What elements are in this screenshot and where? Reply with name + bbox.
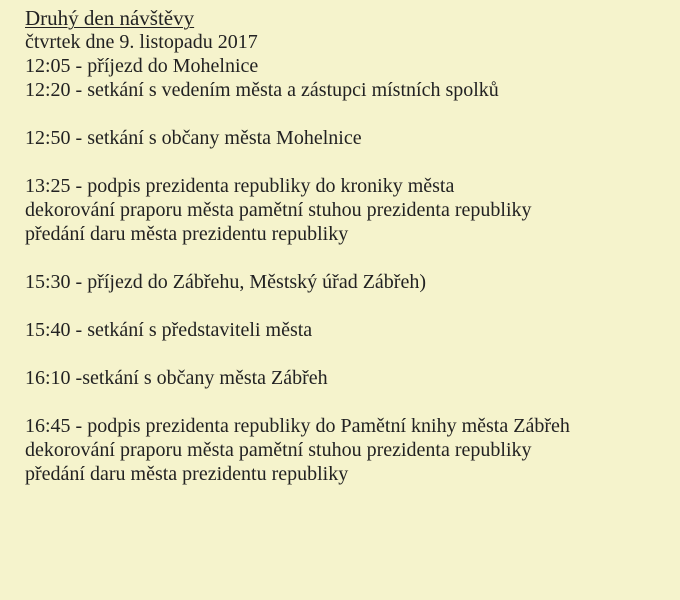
schedule-item: 15:30 - příjezd do Zábřehu, Městský úřad Zábřeh) <box>25 271 426 293</box>
schedule-item: 15:40 - setkání s představiteli města <box>25 319 313 341</box>
schedule-item: dekorování praporu města pamětní stuhou prezidenta republiky <box>25 199 532 221</box>
schedule-item: 16:45 - podpis prezidenta republiky do Pamětní knihy města Zábřeh <box>25 415 570 437</box>
document-title: Druhý den návštěvy <box>25 6 195 30</box>
document-date: čtvrtek dne 9. listopadu 2017 <box>25 31 258 53</box>
spacer <box>25 294 670 318</box>
schedule-item: 13:25 - podpis prezidenta republiky do kroniky města <box>25 175 455 197</box>
schedule-item: 16:10 -setkání s občany města Zábřeh <box>25 367 328 389</box>
spacer <box>25 102 670 126</box>
schedule-item: předání daru města prezidentu republiky <box>25 463 349 485</box>
schedule-item: dekorování praporu města pamětní stuhou prezidenta republiky <box>25 439 532 461</box>
spacer <box>25 150 670 174</box>
spacer <box>25 342 670 366</box>
spacer <box>25 246 670 270</box>
schedule-item: 12:05 - příjezd do Mohelnice <box>25 55 259 77</box>
schedule-item: 12:50 - setkání s občany města Mohelnice <box>25 127 362 149</box>
schedule-item: předání daru města prezidentu republiky <box>25 223 349 245</box>
spacer <box>25 390 670 414</box>
schedule-item: 12:20 - setkání s vedením města a zástupci místních spolků <box>25 79 499 101</box>
